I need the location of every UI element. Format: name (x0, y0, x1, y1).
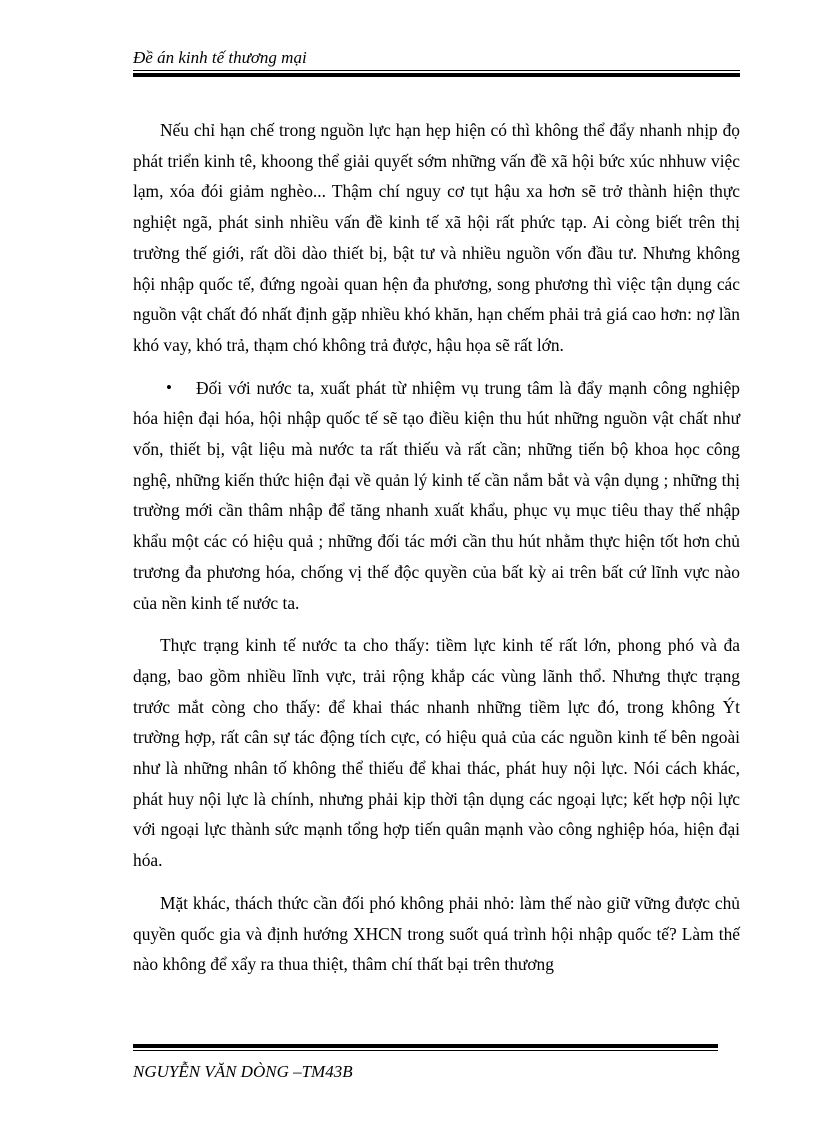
bullet-paragraph-text: Đối với nước ta, xuất phát từ nhiệm vụ trung tâm là đẩy mạnh công nghiệp hóa hiện đại hóa, hội nhập quốc tế sẽ tạo điều kiện thu hút những nguồn vật chất như vốn, thiết bị, vật liệu mà nước ta rất thiếu và rất cần; những tiến bộ khoa học công nghệ, những kiến thức hiện đại về quản lý kinh tế cần nắm bắt và vận dụng ; những thị trường mới cần thâm nhập để tăng nhanh xuất khẩu, phục vụ mục tiêu thay thế nhập khẩu một các có hiệu quả ; những đối tác mới cần thu hút nhằm thực hiện tốt hơn chủ trương đa phương hóa, chống vị thế độc quyền của bất kỳ ai trên bất cứ lĩnh vực nào của nền kinh tế nước ta. (133, 377, 740, 613)
footer-rule-thick (133, 1044, 718, 1048)
paragraph-1: Nếu chỉ hạn chế trong nguồn lực hạn hẹp hiện có thì không thể đẩy nhanh nhịp đọ phát triển kinh tê, khoong thể giải quyết sớm những vấn đề xã hội bức xúc nhhuw việc lạm, xóa đói giảm nghèo... Thậm chí nguy cơ tụt hậu xa hơn sẽ trở thành hiện thực nghiệt ngã, phát sinh nhiều vấn đề kinh tế xã hội rất phức tạp. Ai còng biết trên thị trường thế giới, rất dồi dào thiết bị, bật tư và nhiều nguồn vốn đầu tư. Nhưng không hội nhập quốc tế, đứng ngoài quan hện đa phương, song phương thì việc tận dụng các nguồn vật chất đó nhất định gặp nhiều khó khăn, hạn chếm phải trả giá cao hơn: nợ lần khó vay, khó trả, thạm chó không trả được, hậu họa sẽ rất lớn. (133, 120, 740, 355)
paragraph-3: Thực trạng kinh tế nước ta cho thấy: tiềm lực kinh tế rất lớn, phong phó và đa dạng, bao gồm nhiều lĩnh vực, trải rộng khắp các vùng lãnh thổ. Nhưng thực trạng trước mắt còng cho thấy: để khai thác nhanh những tiềm lực đó, trong không Ýt trường hợp, rất cân sự tác động tích cực, có hiệu quả của các nguồn kinh tế bên ngoài như là những nhân tố không thể thiếu để khai thác, phát huy nội lực. Nói cách khác, phát huy nội lực là chính, nhưng phải kịp thời tận dụng các ngoại lực; kết hợp nội lực với ngoại lực thành sức mạnh tổng hợp tiến quân mạnh vào công nghiệp hóa, hiện đại hóa. (133, 635, 740, 871)
header-rule-thick (133, 73, 740, 77)
header-rule-thin (133, 70, 740, 71)
document-body (133, 115, 740, 992)
header-title: Đề án kinh tế thương mại (133, 48, 307, 67)
bullet-paragraph (133, 373, 740, 619)
bullet-icon: • (166, 377, 172, 397)
footer-rule-thin (133, 1050, 718, 1051)
page-header (133, 48, 740, 68)
paragraph-4: Mặt khác, thách thức cần đối phó không phải nhỏ: làm thế nào giữ vững được chủ quyền quốc gia và định hướng XHCN trong suốt quá trình hội nhập quốc tế? Làm thế nào không để xẩy ra thua thiệt, thâm chí thất bại trên thương (133, 892, 740, 975)
footer-author: NGUYỄN VĂN DÒNG –TM43B (133, 1062, 353, 1081)
